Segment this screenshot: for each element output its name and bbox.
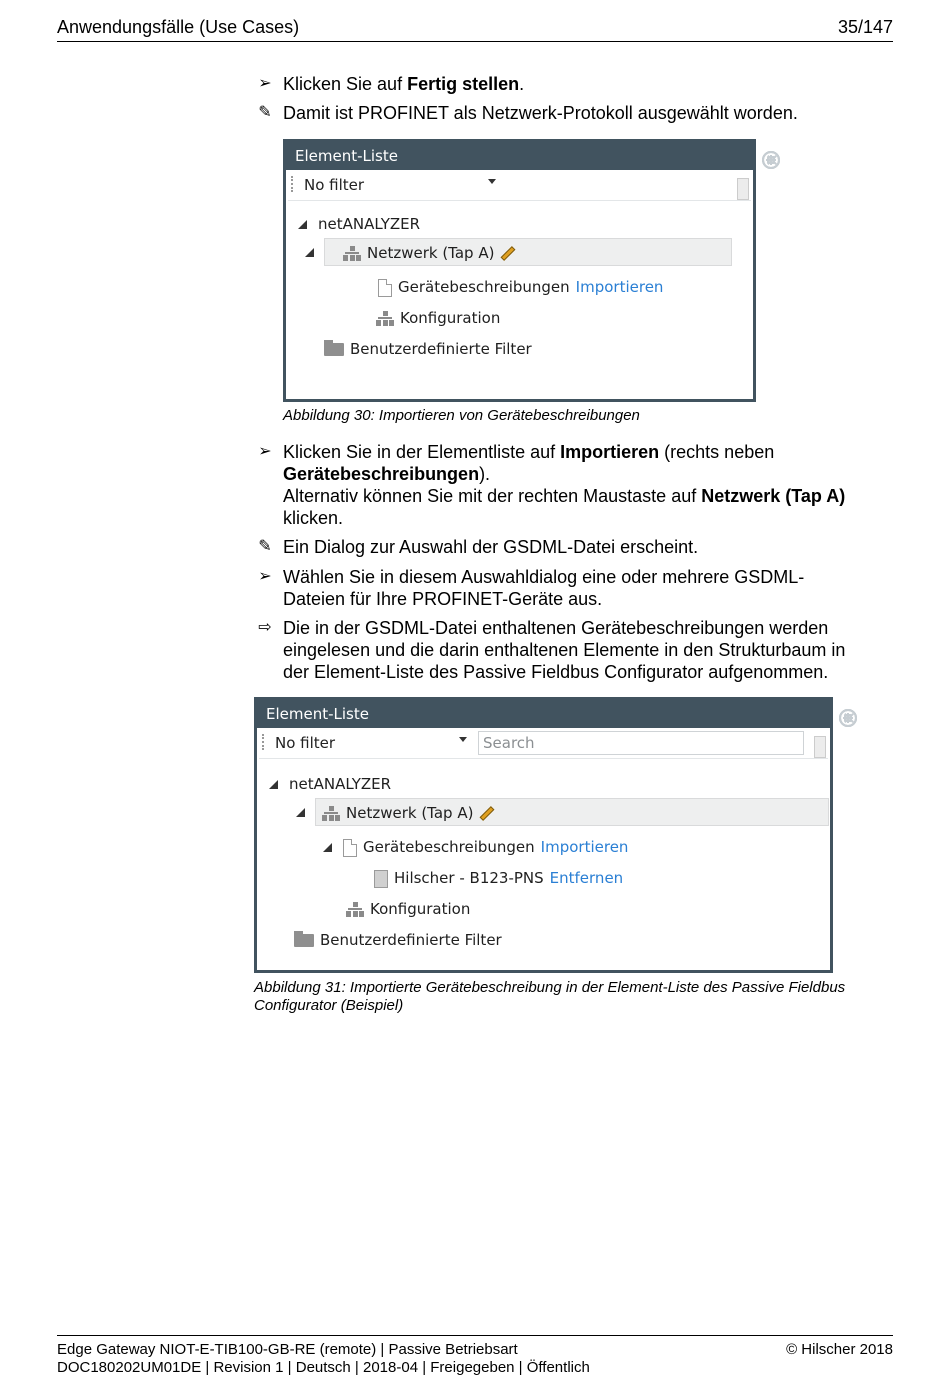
edit-icon[interactable]	[501, 246, 516, 261]
page-number: 35/147	[837, 17, 893, 37]
footer-product: Edge Gateway NIOT-E-TIB100-GB-RE (remote) | Passive Betriebsart	[57, 1341, 518, 1358]
document-icon	[378, 279, 392, 297]
hollow-arrow-icon: ⇨	[258, 619, 272, 636]
close-icon[interactable]	[762, 151, 780, 169]
panel-titlebar	[257, 700, 830, 728]
panel-title: Element-Liste	[295, 147, 398, 165]
tree-item-custom-filter[interactable]: Benutzerdefinierte Filter	[324, 335, 532, 363]
tree-item-root[interactable]: netANALYZER	[269, 770, 391, 798]
page-footer	[57, 1335, 893, 1376]
element-list-panel	[254, 697, 833, 973]
network-icon	[346, 901, 364, 919]
tree-item-custom-filter[interactable]: Benutzerdefinierte Filter	[294, 926, 502, 954]
result-icon: ✎	[258, 104, 272, 121]
file-icon	[374, 870, 388, 888]
chevron-down-icon[interactable]	[488, 179, 496, 184]
arrow-bullet-icon: ➢	[258, 75, 272, 92]
figure-caption: Abbildung 30: Importieren von Gerätebeschreibungen	[283, 407, 640, 424]
chevron-down-icon[interactable]	[459, 737, 467, 742]
arrow-bullet-icon: ➢	[258, 443, 272, 460]
result-item: ✎ Damit ist PROFINET als Netzwerk-Protokoll ausgewählt worden.	[254, 102, 894, 124]
panel-title: Element-Liste	[266, 705, 369, 723]
import-link[interactable]: Importieren	[540, 838, 629, 856]
tree-item-configuration[interactable]: Konfiguration	[376, 304, 500, 332]
tree-item-network[interactable]: Netzwerk (Tap A)	[315, 798, 829, 826]
network-icon	[322, 805, 340, 823]
step-item: ➢ Klicken Sie auf Fertig stellen.	[254, 73, 894, 95]
section-title: Anwendungsfälle (Use Cases)	[57, 17, 300, 37]
footer-doc-info: DOC180202UM01DE | Revision 1 | Deutsch | 2018-04 | Freigegeben | Öffentlich	[57, 1359, 590, 1376]
scroll-button[interactable]	[737, 178, 749, 200]
tree-item-configuration[interactable]: Konfiguration	[346, 895, 470, 923]
result-item: ✎ Ein Dialog zur Auswahl der GSDML-Datei erscheint.	[254, 536, 894, 558]
tree-item-network[interactable]: Netzwerk (Tap A)	[324, 238, 732, 266]
folder-icon	[324, 343, 344, 356]
close-icon[interactable]	[839, 709, 857, 727]
tree-item-device-descriptions[interactable]: Gerätebeschreibungen Importieren	[323, 833, 628, 861]
step-item: ➢ Klicken Sie in der Elementliste auf Importieren (rechts neben Gerätebeschreibungen). Alternativ können Sie mit der rechten Maustaste auf Netzwerk (Tap A) klicken.	[254, 441, 894, 529]
filter-dropdown[interactable]: No filter	[275, 734, 336, 752]
scroll-button[interactable]	[814, 736, 826, 758]
filter-bar	[259, 728, 828, 759]
result-item: ⇨ Die in der GSDML-Datei enthaltenen Gerätebeschreibungen werden eingelesen und die darin enthaltenen Elemente in den Strukturbaum in der Element-Liste des Passive Fieldbus Configurator aufgenommen.	[254, 617, 894, 683]
document-icon	[343, 839, 357, 857]
element-list-panel	[283, 139, 756, 402]
tree-item-device-descriptions[interactable]: Gerätebeschreibungen Importieren	[378, 273, 663, 301]
filter-dropdown[interactable]: No filter	[304, 176, 365, 194]
expand-icon[interactable]	[298, 220, 307, 229]
figure-caption: Abbildung 31: Importierte Gerätebeschreibung in der Element-Liste des Passive Fieldbus Configurator (Beispiel)	[254, 979, 846, 1014]
step-item: ➢ Wählen Sie in diesem Auswahldialog eine oder mehrere GSDML- Dateien für Ihre PROFINET-Geräte aus.	[254, 566, 894, 610]
remove-link[interactable]: Entfernen	[549, 869, 624, 887]
import-link[interactable]: Importieren	[575, 278, 664, 296]
expand-icon[interactable]	[305, 248, 314, 257]
tree-item-device[interactable]: Hilscher - B123-PNS Entfernen	[374, 864, 623, 892]
network-icon	[343, 245, 361, 263]
grip-icon	[291, 176, 295, 192]
network-icon	[376, 310, 394, 328]
panel-titlebar	[286, 142, 753, 170]
expand-icon[interactable]	[269, 780, 278, 789]
arrow-bullet-icon: ➢	[258, 568, 272, 585]
grip-icon	[262, 734, 266, 750]
tree-item-root[interactable]: netANALYZER	[298, 210, 420, 238]
filter-bar	[288, 170, 751, 201]
search-input[interactable]: Search	[478, 731, 804, 755]
edit-icon[interactable]	[480, 806, 495, 821]
expand-icon[interactable]	[296, 808, 305, 817]
folder-icon	[294, 934, 314, 947]
page-header	[57, 17, 893, 42]
result-icon: ✎	[258, 538, 272, 555]
footer-copyright: © Hilscher 2018	[786, 1341, 893, 1358]
expand-icon[interactable]	[323, 843, 332, 852]
